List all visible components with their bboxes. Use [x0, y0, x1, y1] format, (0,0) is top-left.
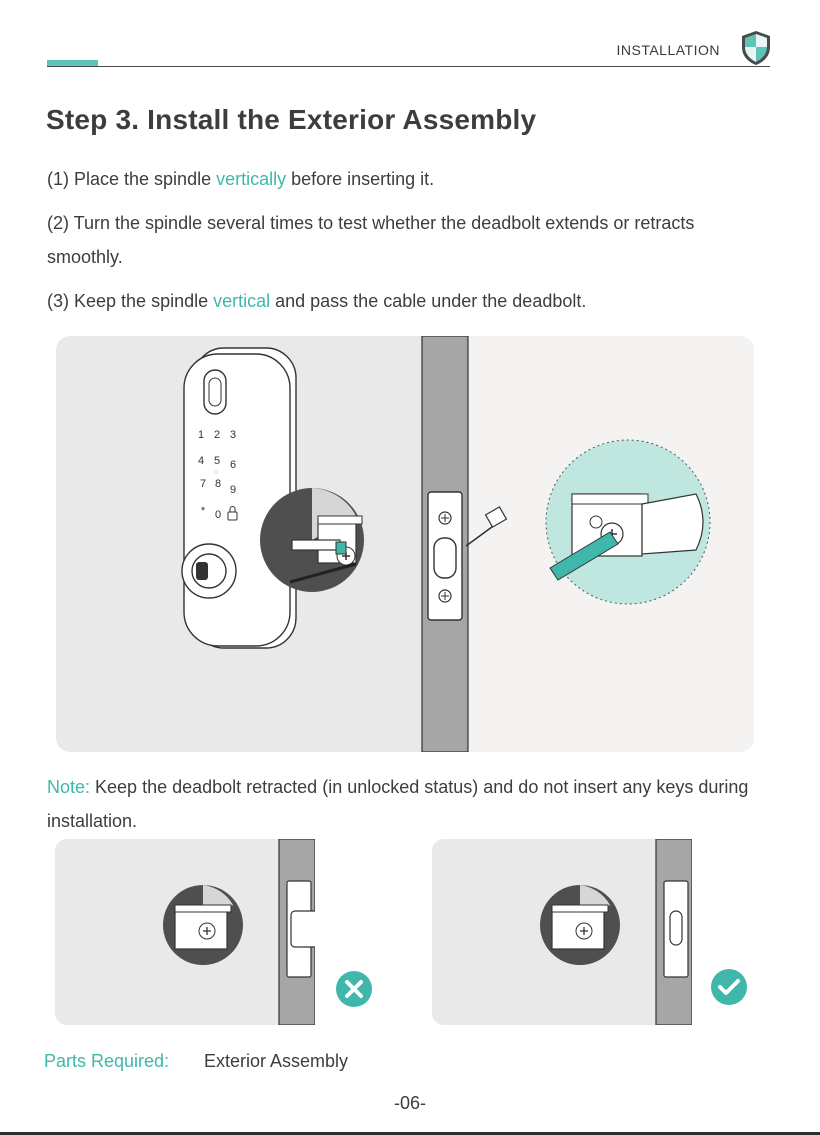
- correct-panel: [432, 839, 692, 1025]
- keypad-key: 5: [213, 455, 221, 467]
- main-illustration: [56, 336, 754, 752]
- keypad-key: 0: [214, 509, 222, 521]
- keypad-key: 7: [199, 478, 207, 490]
- keypad-key: 3: [229, 429, 237, 441]
- check-circle-icon: [710, 968, 748, 1006]
- step-3: (3) Keep the spindle vertical and pass the cable under the deadbolt.: [47, 291, 587, 311]
- page-title: Step 3. Install the Exterior Assembly: [46, 104, 537, 135]
- parts-required-label: Parts Required:: [44, 1051, 170, 1071]
- keypad-key: 6: [229, 459, 237, 471]
- keypad-key: 2: [213, 429, 221, 441]
- keypad-key: 4: [197, 455, 205, 467]
- keypad-key: *: [200, 505, 206, 517]
- wifi-icon: ◌: [213, 469, 219, 476]
- note-label: Note:: [47, 777, 91, 797]
- note: [47, 770, 787, 838]
- x-circle-icon: [335, 970, 373, 1008]
- highlight-vertically: vertically: [216, 169, 287, 189]
- step-2: (2) Turn the spindle several times to test whether the deadbolt extends or retracts smoothly.: [47, 213, 695, 267]
- page-number: -06-: [393, 1093, 426, 1113]
- correct-illustration: [432, 839, 692, 1025]
- shield-icon: [740, 30, 772, 66]
- parts-required-value: Exterior Assembly: [204, 1051, 349, 1071]
- header-rule: [47, 66, 770, 67]
- wrong-panel: [55, 839, 315, 1025]
- keypad-key: 8: [214, 478, 222, 490]
- note-text: Keep the deadbolt retracted (in unlocked status) and do not insert any keys during installation.: [47, 777, 749, 831]
- wrong-illustration: [55, 839, 315, 1025]
- keypad-key: 9: [229, 484, 237, 496]
- keypad-key: 1: [197, 429, 205, 441]
- step-1: (1) Place the spindle vertically before inserting it.: [47, 169, 435, 189]
- installation-illustration: [56, 336, 754, 752]
- section-title: INSTALLATION: [616, 42, 720, 58]
- highlight-vertical: vertical: [213, 291, 271, 311]
